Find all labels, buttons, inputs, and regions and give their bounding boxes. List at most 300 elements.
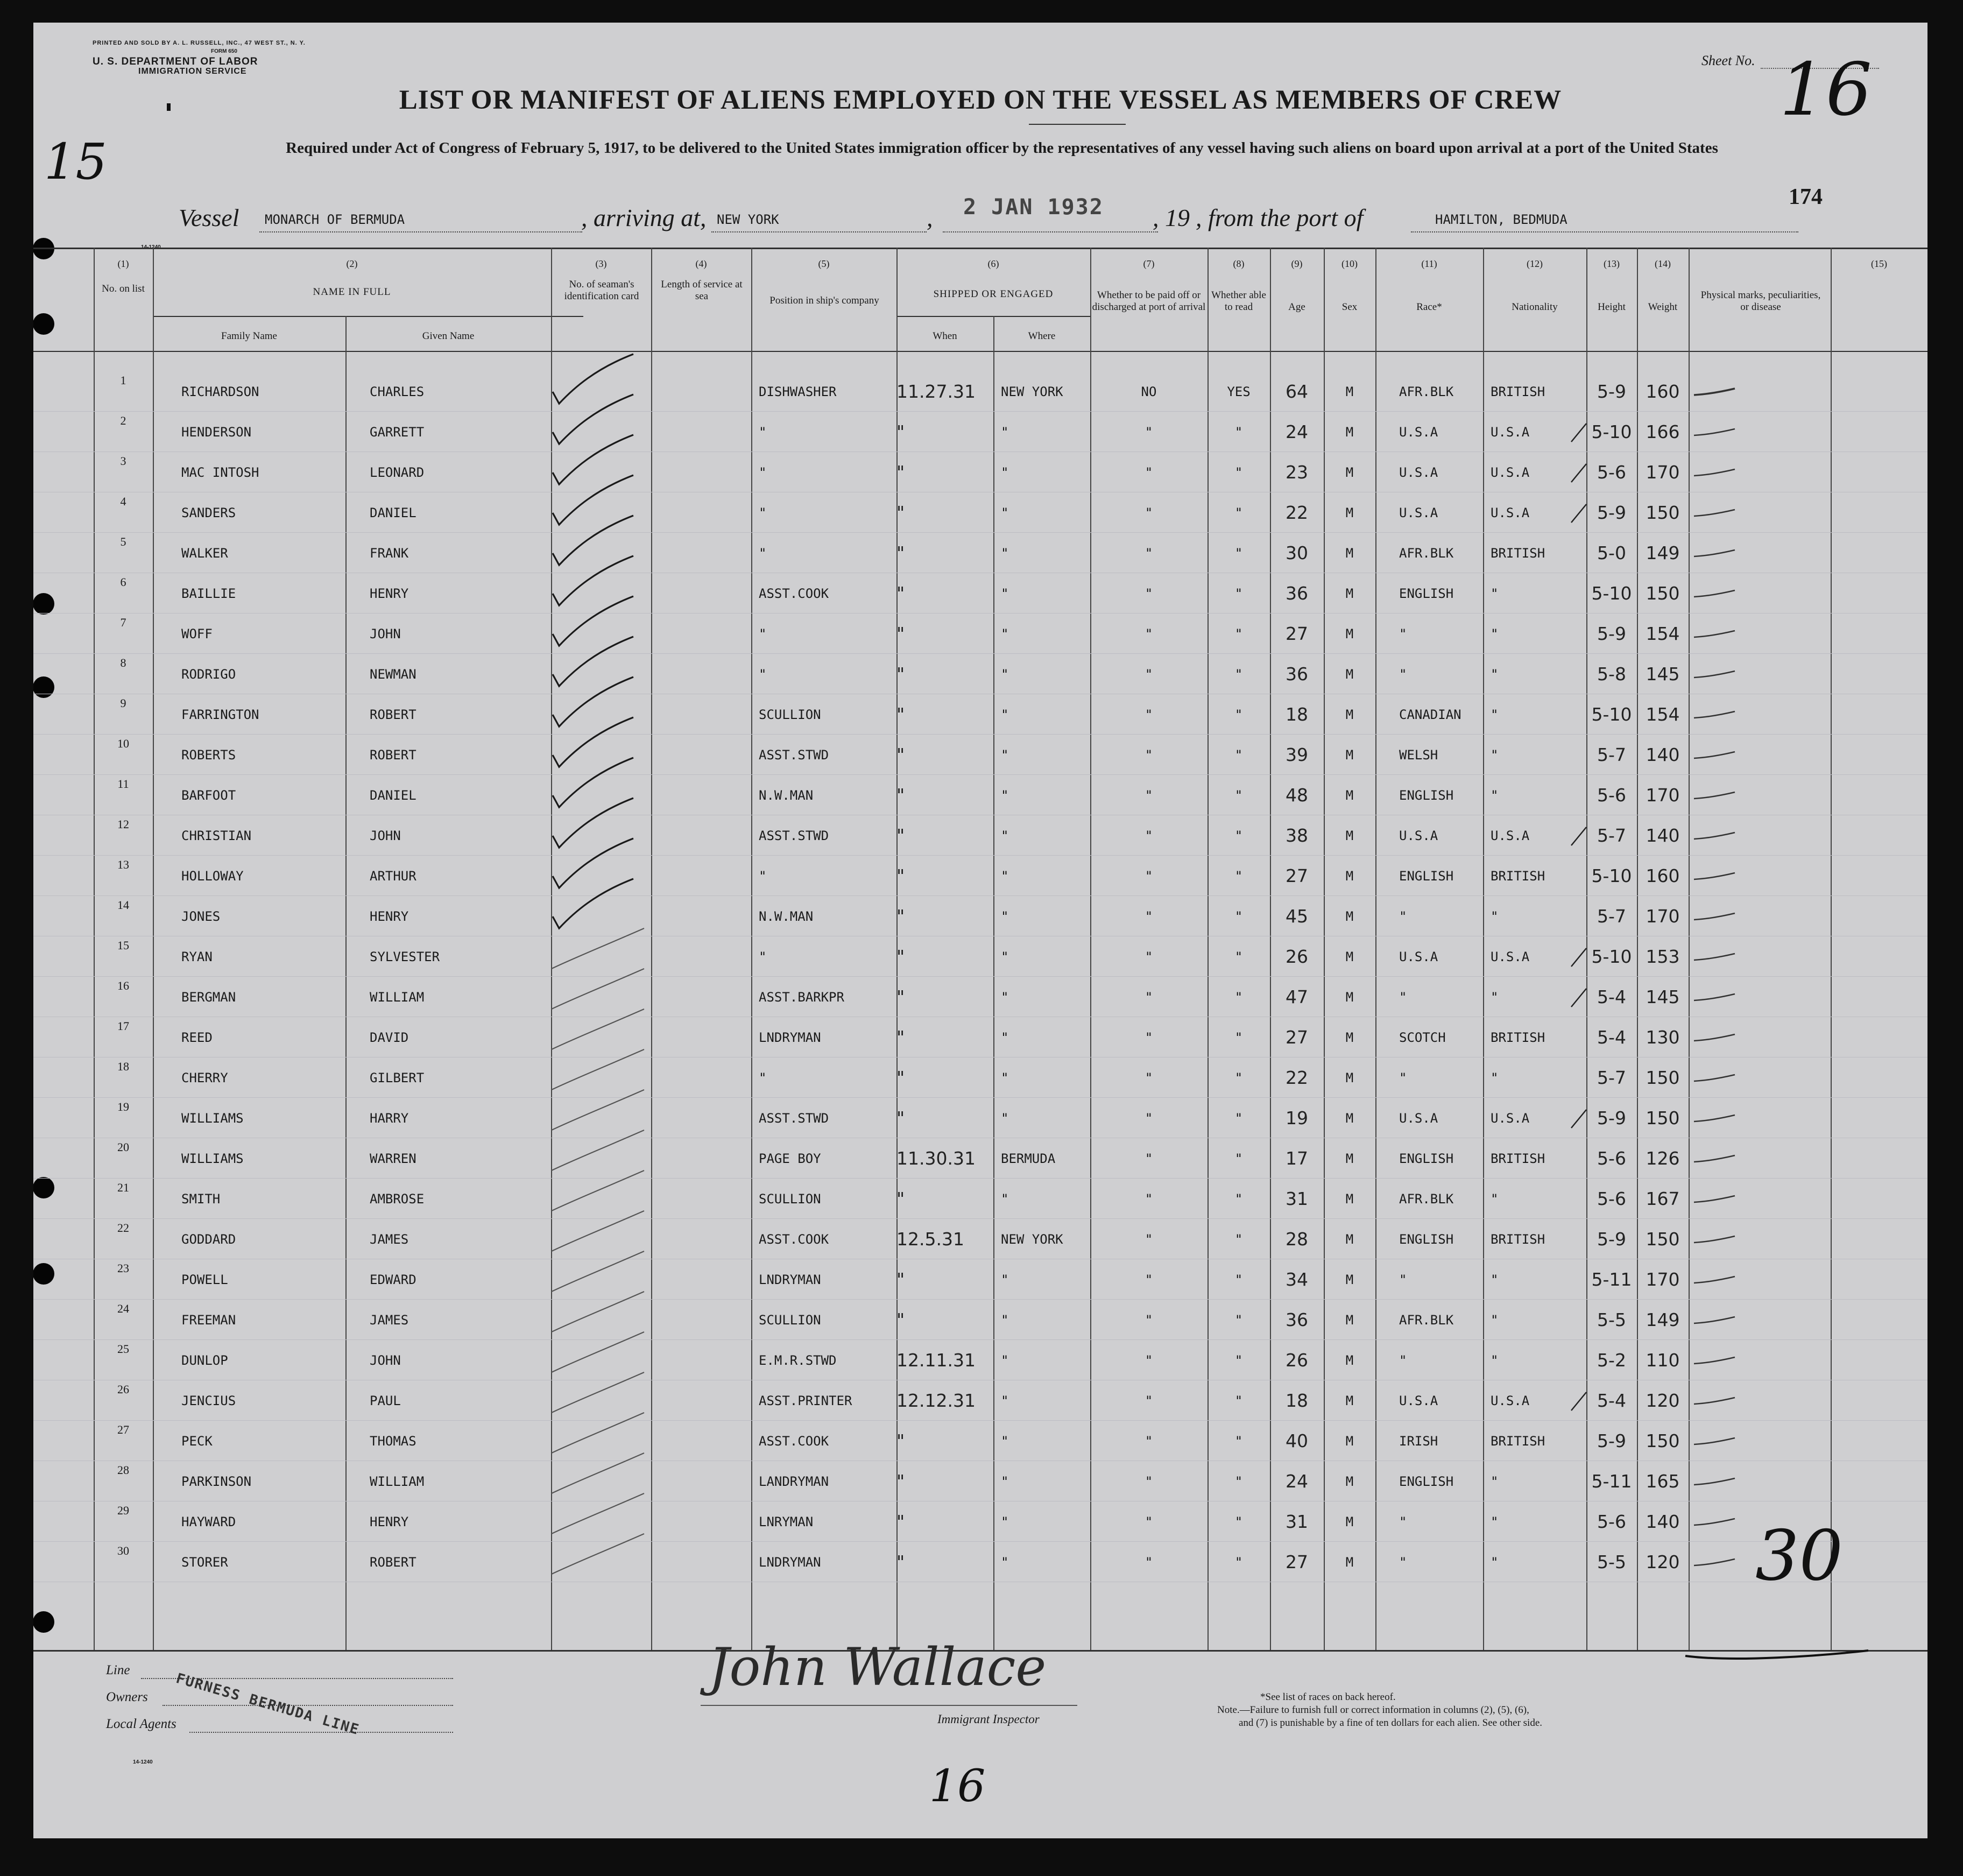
cell-read: "	[1234, 505, 1243, 520]
cell-race: ENGLISH	[1399, 1232, 1454, 1247]
cell-sex: M	[1345, 1151, 1354, 1166]
cell-weight: 160	[1646, 381, 1680, 402]
from-port: HAMILTON, BEDMUDA	[1435, 212, 1567, 227]
cell-position: LNRYMAN	[759, 1514, 814, 1529]
nationality-tick	[1568, 1389, 1590, 1413]
header-given-name: Given Name	[422, 330, 475, 342]
cell-paid: "	[1145, 1514, 1153, 1529]
cell-nationality: U.S.A	[1491, 505, 1530, 520]
cell-nationality: "	[1491, 990, 1499, 1005]
cell-when: "	[896, 1430, 905, 1451]
vessel-dotline	[259, 231, 582, 232]
cell-no: 7	[120, 616, 126, 629]
from-dotline	[1411, 231, 1798, 232]
cell-no: 5	[120, 535, 126, 548]
races-note: *See list of races on back hereof.	[1260, 1691, 1396, 1703]
cell-read: "	[1234, 425, 1243, 440]
table-row	[33, 1504, 1927, 1548]
header-family-name: Family Name	[221, 330, 277, 342]
cell-paid: "	[1145, 1191, 1153, 1207]
cell-family: GODDARD	[181, 1232, 236, 1247]
cell-when: "	[896, 1269, 905, 1290]
cell-position: "	[759, 1070, 767, 1085]
cell-weight: 150	[1646, 502, 1680, 523]
cell-race: "	[1399, 1555, 1407, 1570]
cell-given: JOHN	[370, 626, 401, 641]
cell-read: "	[1234, 626, 1243, 641]
arriving-label: , arriving at,	[581, 204, 707, 231]
table-row	[33, 1463, 1927, 1508]
column-number: (8)	[1233, 258, 1245, 269]
cell-age: 24	[1286, 421, 1308, 442]
physical-marks-dash	[1691, 1474, 1739, 1490]
cell-nationality: BRITISH	[1491, 1151, 1545, 1166]
cell-nationality: BRITISH	[1491, 869, 1545, 884]
cell-weight: 150	[1646, 1229, 1680, 1250]
footer-form-code: 14-1240	[133, 1759, 153, 1765]
cell-where: "	[1001, 909, 1009, 924]
cell-race: IRISH	[1399, 1434, 1438, 1449]
cell-when: 12.11.31	[896, 1350, 976, 1371]
column-number: (2)	[346, 258, 358, 269]
cell-sex: M	[1345, 1111, 1354, 1126]
physical-marks-dash	[1691, 425, 1739, 441]
owners-dotline	[163, 1705, 453, 1706]
cell-read: "	[1234, 546, 1243, 561]
cell-weight: 170	[1646, 1269, 1680, 1290]
cell-age: 17	[1286, 1148, 1308, 1169]
table-row	[33, 535, 1927, 580]
title-rule	[1029, 124, 1126, 125]
cell-sex: M	[1345, 949, 1354, 964]
header-paid-off: Whether to be paid off or discharged at port of arrival	[1092, 290, 1206, 313]
date-stamp: 2 JAN 1932	[963, 195, 1104, 220]
physical-marks-dash	[1691, 1111, 1739, 1127]
header-able-read: Whether able to read	[1211, 290, 1266, 313]
cell-height: 5-6	[1597, 1188, 1626, 1209]
cell-read: "	[1234, 1030, 1243, 1045]
table-row	[33, 817, 1927, 862]
nationality-tick	[1568, 1106, 1590, 1130]
cell-age: 28	[1286, 1229, 1308, 1250]
table-row	[33, 616, 1927, 660]
table-row	[33, 454, 1927, 499]
cell-race: SCOTCH	[1399, 1030, 1446, 1045]
cell-sex: M	[1345, 1434, 1354, 1449]
line-label: Line	[106, 1663, 130, 1677]
cell-weight: 120	[1646, 1551, 1680, 1572]
cell-paid: "	[1145, 505, 1153, 520]
cell-family: REED	[181, 1030, 213, 1045]
cell-read: "	[1234, 828, 1243, 843]
check-mark	[542, 1520, 655, 1579]
cell-sex: M	[1345, 869, 1354, 884]
cell-when: "	[896, 502, 905, 523]
cell-given: ROBERT	[370, 707, 416, 722]
cell-position: ASST.STWD	[759, 747, 829, 763]
cell-position: PAGE BOY	[759, 1151, 821, 1166]
table-row	[33, 1181, 1927, 1225]
cell-position: LNDRYMAN	[759, 1272, 821, 1287]
department-name: U. S. DEPARTMENT OF LABOR	[93, 56, 258, 67]
header-physical-marks: Physical marks, peculiarities, or disease	[1700, 290, 1821, 313]
cell-nationality: BRITISH	[1491, 1030, 1545, 1045]
cell-weight: 150	[1646, 1067, 1680, 1088]
cell-nationality: "	[1491, 1474, 1499, 1489]
port-dotline	[711, 231, 927, 232]
cell-given: CHARLES	[370, 384, 425, 399]
cell-read: "	[1234, 667, 1243, 682]
cell-no: 6	[120, 575, 126, 589]
cell-when: "	[896, 986, 905, 1007]
cell-position: ASST.COOK	[759, 586, 829, 601]
cell-paid: "	[1145, 1434, 1153, 1449]
cell-position: LNDRYMAN	[759, 1555, 821, 1570]
cell-when: "	[896, 744, 905, 765]
cell-family: HOLLOWAY	[181, 869, 244, 884]
sheet-number: 16	[1780, 47, 1872, 132]
cell-age: 26	[1286, 946, 1308, 967]
column-number: (12)	[1527, 258, 1543, 269]
cell-paid: NO	[1141, 384, 1157, 399]
cell-when: "	[896, 1309, 905, 1330]
cell-sex: M	[1345, 747, 1354, 763]
cell-no: 3	[120, 454, 126, 468]
cell-read: "	[1234, 707, 1243, 722]
cell-sex: M	[1345, 425, 1354, 440]
cell-family: DUNLOP	[181, 1353, 228, 1368]
cell-height: 5-8	[1597, 664, 1626, 685]
cell-paid: "	[1145, 667, 1153, 682]
cell-weight: 140	[1646, 1511, 1680, 1532]
cell-height: 5-0	[1597, 542, 1626, 563]
table-row	[33, 1019, 1927, 1064]
nationality-tick	[1568, 985, 1590, 1009]
cell-age: 39	[1286, 744, 1308, 765]
cell-height: 5-9	[1597, 381, 1626, 402]
cell-family: CHRISTIAN	[181, 828, 252, 843]
header-when: When	[933, 330, 957, 342]
cell-read: "	[1234, 1313, 1243, 1328]
cell-family: RODRIGO	[181, 667, 236, 682]
cell-no: 25	[117, 1342, 129, 1356]
cell-where: BERMUDA	[1001, 1151, 1056, 1166]
cell-position: ASST.BARKPR	[759, 990, 844, 1005]
cell-where: "	[1001, 1474, 1009, 1489]
cell-race: AFR.BLK	[1399, 384, 1454, 399]
cell-sex: M	[1345, 384, 1354, 399]
nationality-tick	[1568, 501, 1590, 525]
cell-age: 31	[1286, 1188, 1308, 1209]
cell-family: STORER	[181, 1555, 228, 1570]
cell-sex: M	[1345, 626, 1354, 641]
cell-read: "	[1234, 1111, 1243, 1126]
cell-where: "	[1001, 1313, 1009, 1328]
cell-position: SCULLION	[759, 707, 821, 722]
cell-height: 5-10	[1591, 865, 1632, 886]
cell-sex: M	[1345, 1353, 1354, 1368]
cell-where: "	[1001, 586, 1009, 601]
cell-age: 38	[1286, 825, 1308, 846]
table-row	[33, 1544, 1927, 1589]
cell-paid: "	[1145, 909, 1153, 924]
vessel-name: MONARCH OF BERMUDA	[265, 212, 405, 227]
cell-given: DAVID	[370, 1030, 409, 1045]
cell-sex: M	[1345, 828, 1354, 843]
table-row	[33, 939, 1927, 983]
cell-read: "	[1234, 1353, 1243, 1368]
cell-when: "	[896, 1027, 905, 1048]
cell-sex: M	[1345, 990, 1354, 1005]
cell-no: 18	[117, 1060, 129, 1073]
cell-paid: "	[1145, 828, 1153, 843]
cell-family: HAYWARD	[181, 1514, 236, 1529]
cell-read: "	[1234, 586, 1243, 601]
cell-read: "	[1234, 1191, 1243, 1207]
cell-age: 22	[1286, 1067, 1308, 1088]
physical-marks-dash	[1691, 1232, 1739, 1248]
cell-nationality: BRITISH	[1491, 1232, 1545, 1247]
cell-no: 26	[117, 1383, 129, 1396]
cell-paid: "	[1145, 747, 1153, 763]
cell-when: "	[896, 542, 905, 563]
cell-height: 5-10	[1591, 704, 1632, 725]
physical-marks-dash	[1691, 1353, 1739, 1369]
cell-read: "	[1234, 465, 1243, 480]
cell-paid: "	[1145, 869, 1153, 884]
table-row	[33, 1060, 1927, 1104]
cell-family: SANDERS	[181, 505, 236, 520]
cell-where: "	[1001, 546, 1009, 561]
cell-weight: 120	[1646, 1390, 1680, 1411]
cell-nationality: "	[1491, 1191, 1499, 1207]
header-height: Height	[1598, 301, 1626, 313]
cell-read: "	[1234, 1393, 1243, 1408]
from-label: , from the port of	[1196, 204, 1364, 231]
physical-marks-dash	[1691, 667, 1739, 683]
cell-race: WELSH	[1399, 747, 1438, 763]
cell-given: JOHN	[370, 1353, 401, 1368]
physical-marks-dash	[1691, 869, 1739, 885]
total-count: 30	[1755, 1516, 1843, 1596]
cell-sex: M	[1345, 788, 1354, 803]
cell-given: JOHN	[370, 828, 401, 843]
cell-position: SCULLION	[759, 1313, 821, 1328]
cell-given: LEONARD	[370, 465, 425, 480]
table-row	[33, 1383, 1927, 1427]
cell-nationality: BRITISH	[1491, 384, 1545, 399]
cell-race: "	[1399, 667, 1407, 682]
cell-where: "	[1001, 667, 1009, 682]
cell-age: 36	[1286, 1309, 1308, 1330]
physical-marks-dash	[1691, 465, 1739, 481]
cell-weight: 145	[1646, 664, 1680, 685]
cell-where: "	[1001, 828, 1009, 843]
cell-family: JONES	[181, 909, 221, 924]
cell-race: "	[1399, 1514, 1407, 1529]
cell-where: "	[1001, 707, 1009, 722]
cell-nationality: U.S.A	[1491, 1393, 1530, 1408]
cell-height: 5-10	[1591, 583, 1632, 604]
vessel-label: Vessel	[179, 204, 239, 231]
cell-where: "	[1001, 425, 1009, 440]
cell-weight: 166	[1646, 421, 1680, 442]
cell-position: "	[759, 869, 767, 884]
cell-weight: 154	[1646, 623, 1680, 644]
cell-weight: 150	[1646, 1430, 1680, 1451]
cell-height: 5-9	[1597, 1430, 1626, 1451]
table-row	[33, 373, 1927, 418]
header-no-on-list: No. on list	[102, 283, 145, 294]
margin-mark: 15	[44, 133, 108, 191]
cell-age: 22	[1286, 502, 1308, 523]
cell-position: N.W.MAN	[759, 909, 814, 924]
cell-position: "	[759, 626, 767, 641]
cell-read: "	[1234, 909, 1243, 924]
cell-age: 36	[1286, 583, 1308, 604]
table-row	[33, 1302, 1927, 1346]
header-seaman-card: No. of seaman's identification card	[564, 279, 639, 302]
cell-paid: "	[1145, 1474, 1153, 1489]
cell-family: MAC INTOSH	[181, 465, 259, 480]
physical-marks-dash	[1691, 1151, 1739, 1167]
cell-nationality: "	[1491, 1070, 1499, 1085]
cell-given: HENRY	[370, 586, 409, 601]
cell-no: 2	[120, 414, 126, 427]
table-row	[33, 1221, 1927, 1266]
cell-height: 5-7	[1597, 1067, 1626, 1088]
table-row	[33, 495, 1927, 539]
cell-given: JAMES	[370, 1232, 409, 1247]
cell-height: 5-5	[1597, 1309, 1626, 1330]
cell-race: "	[1399, 909, 1407, 924]
cell-height: 5-9	[1597, 1108, 1626, 1129]
cell-family: POWELL	[181, 1272, 228, 1287]
cell-position: LANDRYMAN	[759, 1474, 829, 1489]
service-name: IMMIGRATION SERVICE	[138, 67, 247, 76]
cell-position: "	[759, 505, 767, 520]
cell-nationality: "	[1491, 1555, 1499, 1570]
cell-height: 5-6	[1597, 1511, 1626, 1532]
table-row	[33, 1140, 1927, 1185]
cell-position: DISHWASHER	[759, 384, 837, 399]
cell-given: SYLVESTER	[370, 949, 440, 964]
cell-paid: "	[1145, 707, 1153, 722]
cell-sex: M	[1345, 1555, 1354, 1570]
header-where: Where	[1028, 330, 1056, 342]
cell-read: "	[1234, 1514, 1243, 1529]
cell-race: "	[1399, 1070, 1407, 1085]
cell-sex: M	[1345, 707, 1354, 722]
physical-marks-dash	[1691, 1070, 1739, 1087]
cell-nationality: U.S.A	[1491, 425, 1530, 440]
cell-race: U.S.A	[1399, 828, 1438, 843]
cell-weight: 170	[1646, 462, 1680, 483]
column-number: (4)	[695, 258, 707, 269]
physical-marks-dash	[1691, 747, 1739, 764]
physical-marks-dash	[1691, 828, 1739, 844]
cell-paid: "	[1145, 1353, 1153, 1368]
header-race: Race*	[1416, 301, 1442, 313]
cell-height: 5-10	[1591, 946, 1632, 967]
cell-race: "	[1399, 1353, 1407, 1368]
cell-family: ROBERTS	[181, 747, 236, 763]
page-subtitle: Required under Act of Congress of February 5, 1917, to be delivered to the United States immigration officer by the representatives of any vessel having such aliens on board upon arrival at a port of the United States	[286, 139, 1718, 157]
cell-when: "	[896, 623, 905, 644]
cell-nationality: "	[1491, 788, 1499, 803]
column-number: (10)	[1341, 258, 1358, 269]
cell-weight: 170	[1646, 785, 1680, 806]
cell-race: U.S.A	[1399, 1393, 1438, 1408]
cell-race: ENGLISH	[1399, 586, 1454, 601]
table-row	[33, 656, 1927, 701]
cell-paid: "	[1145, 788, 1153, 803]
cell-where: "	[1001, 1555, 1009, 1570]
cell-position: "	[759, 667, 767, 682]
cell-when: "	[896, 865, 905, 886]
cell-sex: M	[1345, 505, 1354, 520]
cell-position: SCULLION	[759, 1191, 821, 1207]
punch-hole	[33, 313, 54, 335]
cell-where: "	[1001, 949, 1009, 964]
cell-weight: 130	[1646, 1027, 1680, 1048]
cell-weight: 170	[1646, 906, 1680, 927]
cell-no: 24	[117, 1302, 129, 1315]
cell-height: 5-11	[1591, 1269, 1632, 1290]
cell-weight: 149	[1646, 1309, 1680, 1330]
cell-where: "	[1001, 747, 1009, 763]
cell-family: BARFOOT	[181, 788, 236, 803]
cell-where: "	[1001, 1393, 1009, 1408]
cell-race: U.S.A	[1399, 425, 1438, 440]
physical-marks-dash	[1691, 384, 1739, 400]
cell-nationality: "	[1491, 747, 1499, 763]
table-row	[33, 898, 1927, 943]
nationality-tick	[1568, 420, 1590, 444]
table-row	[33, 696, 1927, 741]
cell-sex: M	[1345, 1232, 1354, 1247]
cell-position: "	[759, 546, 767, 561]
cell-family: SMITH	[181, 1191, 221, 1207]
cell-age: 34	[1286, 1269, 1308, 1290]
cell-no: 30	[117, 1544, 129, 1557]
cell-read: "	[1234, 1474, 1243, 1489]
cell-age: 26	[1286, 1350, 1308, 1371]
cell-sex: M	[1345, 667, 1354, 682]
cell-nationality: BRITISH	[1491, 546, 1545, 561]
cell-race: AFR.BLK	[1399, 1191, 1454, 1207]
cell-where: "	[1001, 990, 1009, 1005]
cell-height: 5-9	[1597, 502, 1626, 523]
cell-nationality: "	[1491, 667, 1499, 682]
cell-no: 4	[120, 495, 126, 508]
cell-when: "	[896, 906, 905, 927]
line-stamp: FURNESS BERMUDA LINE	[174, 1670, 362, 1739]
cell-race: ENGLISH	[1399, 788, 1454, 803]
cell-weight: 149	[1646, 542, 1680, 563]
cell-where: "	[1001, 505, 1009, 520]
cell-family: WALKER	[181, 546, 228, 561]
page-number: 174	[1789, 185, 1823, 209]
cell-age: 27	[1286, 1551, 1308, 1572]
cell-when: "	[896, 1471, 905, 1492]
cell-position: LNDRYMAN	[759, 1030, 821, 1045]
cell-given: AMBROSE	[370, 1191, 425, 1207]
cell-where: "	[1001, 869, 1009, 884]
cell-read: "	[1234, 1434, 1243, 1449]
cell-race: U.S.A	[1399, 949, 1438, 964]
cell-read: "	[1234, 1232, 1243, 1247]
